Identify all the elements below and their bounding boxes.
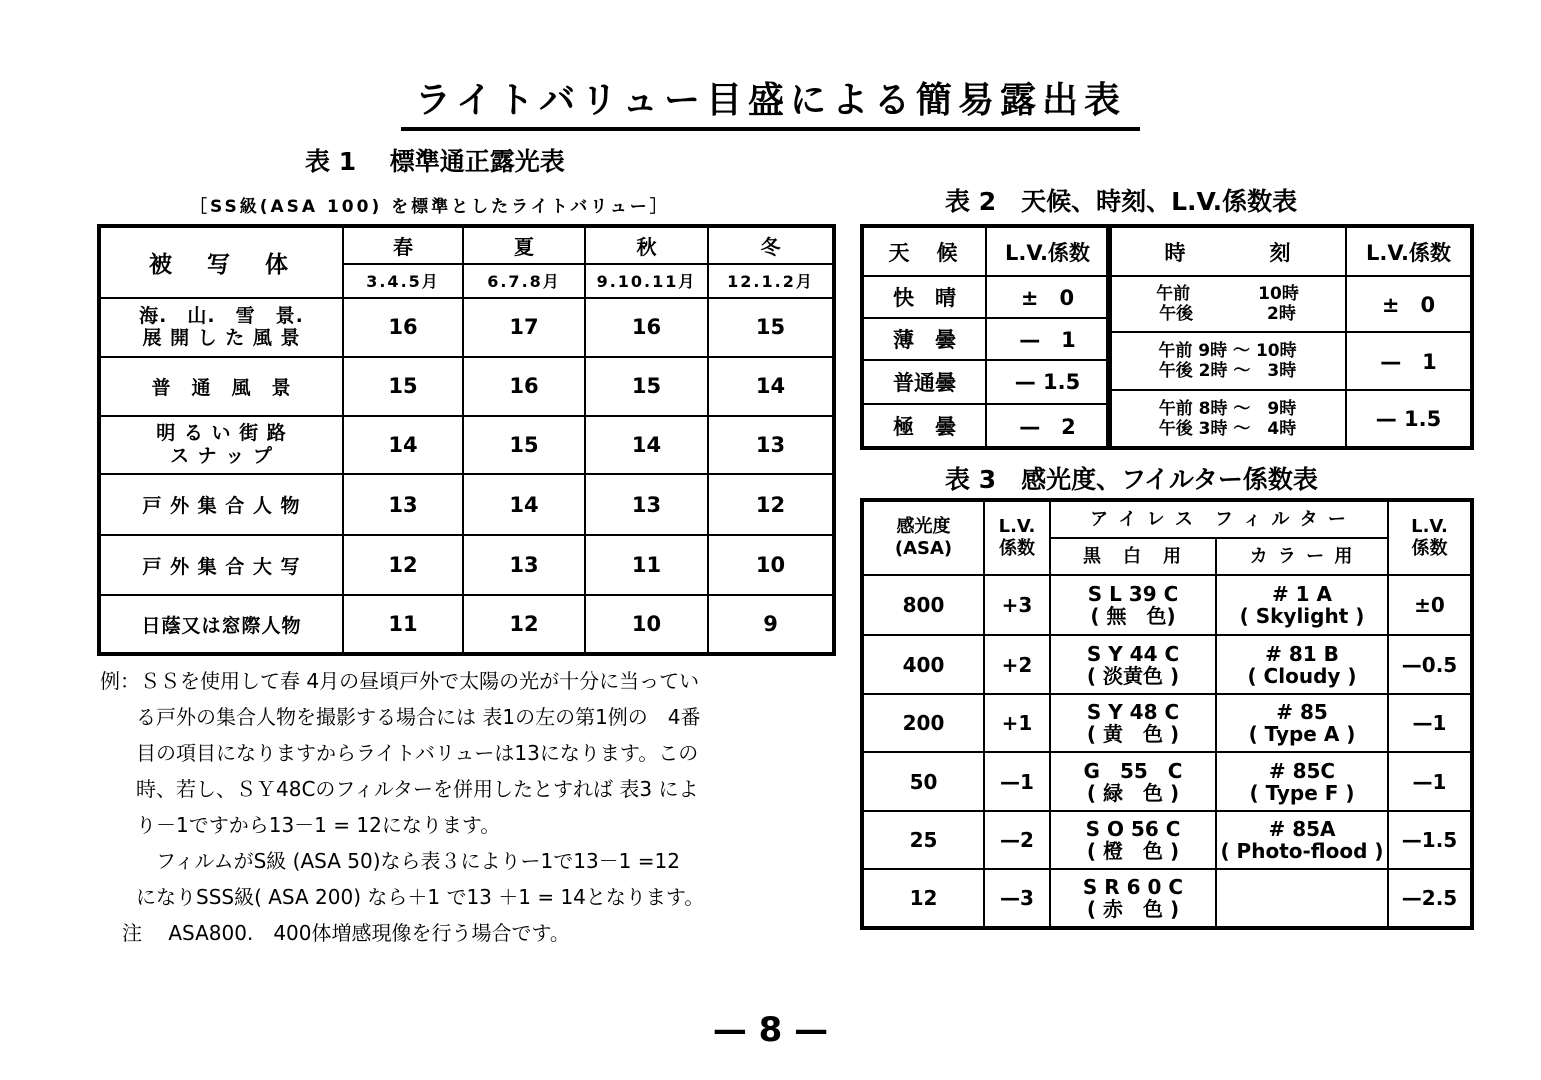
lv-cell: +3 [984,575,1050,636]
header-lv-b-line1: L.V. [1411,515,1448,537]
value-cell: 16 [463,357,585,416]
color-filter-type: ( Type A ) [1248,722,1356,747]
time-line: 午後 3時 ～ 4時 [1158,418,1297,439]
row-label: 戸 外 集 合 人 物 [99,474,343,535]
row-label: 日蔭又は窓際人物 [99,595,343,654]
table1-subtitle: ［SS級(ASA 100) を標準としたライトバリュー］ [190,197,670,217]
asa-cell: 800 [862,575,984,636]
header-lv-time: L.V.係数 [1346,226,1472,276]
color-filter-code: # 85 [1276,700,1328,725]
value-cell: 14 [585,416,708,475]
bw-filter-color: ( 橙 色 ) [1086,839,1180,864]
color-filter-cell [1216,752,1388,811]
value-cell: 15 [343,357,463,416]
time-line: 午後 2時 ～ 3時 [1158,361,1297,381]
header-lv-weather: L.V.係数 [986,226,1110,276]
table-row [862,811,1472,870]
lv-cell: —1 [984,752,1050,811]
value-cell: 15 [463,416,585,475]
table-row [1108,390,1472,448]
weather-cell: 薄 曇 [862,318,986,360]
page-title-text: ライトバリュー目盛による簡易露出表 [401,72,1140,131]
header-weather: 天 候 [862,226,986,276]
months-winter: 12.1.2月 [708,264,834,297]
color-filter-cell [1216,694,1388,753]
value-cell: 12 [708,474,834,535]
bw-filter-code: S L 39 C [1087,581,1179,606]
table-row [99,298,834,358]
bw-filter-code: S R 6 0 C [1082,875,1184,900]
factor-cell: —0.5 [1388,635,1472,694]
factor-cell: —1 [1388,752,1472,811]
table-row [99,535,834,596]
months-spring: 3.4.5月 [343,264,463,297]
example-line: フィルムがS級 (ASA 50)なら表３によりー1で13－1 =12 [136,849,680,873]
time-cell [1108,276,1346,332]
page-number: — 8 — [712,1010,829,1050]
factor-cell: —2.5 [1388,869,1472,928]
example-line: 時、若し、ＳＹ48Cのフィルターを併用したとすれば 表3 によ [136,777,699,801]
example-line: 例：ＳＳを使用して春 4月の昼頃戸外で太陽の光が十分に当ってい [100,669,700,693]
header-lv-b-line2: 係数 [1411,537,1448,559]
bw-filter-cell [1050,752,1216,811]
header-time: 時 刻 [1108,226,1346,276]
bw-filter-cell [1050,811,1216,870]
factor-cell: ±0 [1388,575,1472,636]
weather-cell: 普通曇 [862,360,986,404]
header-lv-line1: L.V. [998,515,1036,537]
months-autumn: 9.10.11月 [585,264,708,297]
lv-cell: ± 0 [1346,276,1472,332]
header-lv [984,500,1050,575]
row-label [99,416,343,475]
value-cell: 12 [463,595,585,654]
color-filter-code: # 81 B [1265,641,1339,666]
asa-cell: 200 [862,694,984,753]
table1 [97,224,836,656]
bw-filter-color: ( 無 色) [1090,603,1176,628]
weather-cell: 極 曇 [862,404,986,448]
lv-cell: — 2 [986,404,1110,448]
color-filter-code: # 85A [1268,817,1336,842]
lv-cell: —2 [984,811,1050,870]
table-row [862,575,1472,636]
bw-filter-cell [1050,575,1216,636]
value-cell: 16 [343,298,463,358]
table1-title: 表 1 標準通正露光表 [305,147,565,176]
header-sensitivity-label: 感光度 [896,515,951,537]
lv-cell: — 1 [1346,332,1472,390]
row-label: 戸 外 集 合 大 写 [99,535,343,596]
value-cell: 14 [463,474,585,535]
example-line: る戸外の集合人物を撮影する場合には 表1の左の第1例の 4番 [136,705,701,729]
row-label [99,298,343,358]
lv-cell: — 1.5 [986,360,1110,404]
time-cell [1108,390,1346,448]
bw-filter-code: S Y 48 C [1086,700,1180,725]
header-bw: 黒 白 用 [1050,538,1216,574]
asa-cell: 400 [862,635,984,694]
color-filter-code: # 85C [1268,758,1336,783]
table-row [862,869,1472,928]
color-filter-code: # 1 A [1271,581,1333,606]
table-row [862,276,1110,318]
value-cell: 13 [585,474,708,535]
value-cell: 13 [343,474,463,535]
lv-cell: —3 [984,869,1050,928]
table2-weather [860,224,1112,450]
value-cell: 10 [585,595,708,654]
value-cell: 12 [343,535,463,596]
header-lv-line2: 係数 [999,537,1035,559]
row-label-line1: 海. 山. 雪 景. [139,305,304,328]
table3-title: 表 3 感光度、フイルター係数表 [945,465,1318,494]
season-autumn: 秋 [585,226,708,264]
lv-cell: ± 0 [986,276,1110,318]
lv-cell: +1 [984,694,1050,753]
value-cell: 13 [463,535,585,596]
color-filter-type: ( Skylight ) [1239,603,1365,628]
row-label-line1: 明 る い 街 路 [156,422,287,444]
example-line: になりSSS級( ASA 200) なら＋1 で13 ＋1 = 14となります。 [136,885,705,909]
color-filter-type: ( Cloudy ) [1247,663,1357,688]
time-line: 午前 10時 [1156,284,1299,304]
factor-cell: —1.5 [1388,811,1472,870]
example-paragraph [100,663,704,951]
season-winter: 冬 [708,226,834,264]
table2-time [1106,224,1474,450]
time-line: 午後 2時 [1159,304,1296,324]
season-summer: 夏 [463,226,585,264]
header-lv-b [1388,500,1472,575]
months-summer: 6.7.8月 [463,264,585,297]
bw-filter-color: ( 赤 色 ) [1086,897,1180,922]
lv-cell: — 1 [986,318,1110,360]
value-cell: 9 [708,595,834,654]
season-spring: 春 [343,226,463,264]
bw-filter-code: S Y 44 C [1086,641,1180,666]
header-filter: ア イ レ ス フ ィ ル タ ー [1050,500,1388,538]
value-cell: 16 [585,298,708,358]
color-filter-cell [1216,635,1388,694]
row-label-line2: 展 開 し た 風 景 [142,327,301,350]
value-cell: 17 [463,298,585,358]
lv-cell: — 1.5 [1346,390,1472,448]
time-line: 午前 9時 ～ 10時 [1158,341,1297,361]
header-color: カ ラ ー 用 [1216,538,1388,574]
time-cell [1108,332,1346,390]
table-row [862,752,1472,811]
row-label: 普 通 風 景 [99,357,343,416]
header-sensitivity-unit: (ASA) [894,537,953,559]
factor-cell: —1 [1388,694,1472,753]
header-sensitivity [862,500,984,575]
table-row [99,357,834,416]
color-filter-cell [1216,575,1388,636]
bw-filter-cell [1050,869,1216,928]
table-row [99,595,834,654]
lv-cell: +2 [984,635,1050,694]
weather-cell: 快 晴 [862,276,986,318]
bw-filter-color: ( 黄 色 ) [1086,722,1180,747]
time-line: 午前 8時 ～ 9時 [1158,398,1297,419]
value-cell: 10 [708,535,834,596]
bw-filter-color: ( 緑 色 ) [1086,780,1180,805]
bw-filter-cell [1050,635,1216,694]
example-line: 目の項目になりますからライトバリューは13になります。この [136,741,699,765]
asa-cell: 50 [862,752,984,811]
table-row [1108,276,1472,332]
table3 [860,498,1474,930]
value-cell: 11 [585,535,708,596]
bw-filter-cell [1050,694,1216,753]
table-row [1108,332,1472,390]
table-row [862,694,1472,753]
value-cell: 13 [708,416,834,475]
table-row [862,635,1472,694]
color-filter-cell [1216,869,1388,928]
example-line: り－1ですから13－1 = 12になります。 [136,813,501,837]
value-cell: 15 [708,298,834,358]
table-row [862,318,1110,360]
table-row [862,404,1110,448]
header-subject: 被 写 体 [99,226,343,298]
value-cell: 15 [585,357,708,416]
bw-filter-code: S O 56 C [1085,817,1181,842]
page-title [0,72,1541,131]
bw-filter-code: G 55 C [1083,758,1183,783]
value-cell: 11 [343,595,463,654]
table-row [99,416,834,475]
table-row [862,360,1110,404]
value-cell: 14 [343,416,463,475]
table2-title: 表 2 天候、時刻、L.V.係数表 [945,187,1298,216]
value-cell: 14 [708,357,834,416]
table-row [99,474,834,535]
example-note: 注 ASA800. 400体増感現像を行う場合です。 [122,921,570,945]
color-filter-cell [1216,811,1388,870]
asa-cell: 12 [862,869,984,928]
color-filter-type: ( Type F ) [1249,780,1355,805]
asa-cell: 25 [862,811,984,870]
bw-filter-color: ( 淡黄色 ) [1086,663,1180,688]
row-label-line2: ス ナ ッ プ [170,445,273,467]
color-filter-type: ( Photo-flood ) [1220,839,1384,864]
